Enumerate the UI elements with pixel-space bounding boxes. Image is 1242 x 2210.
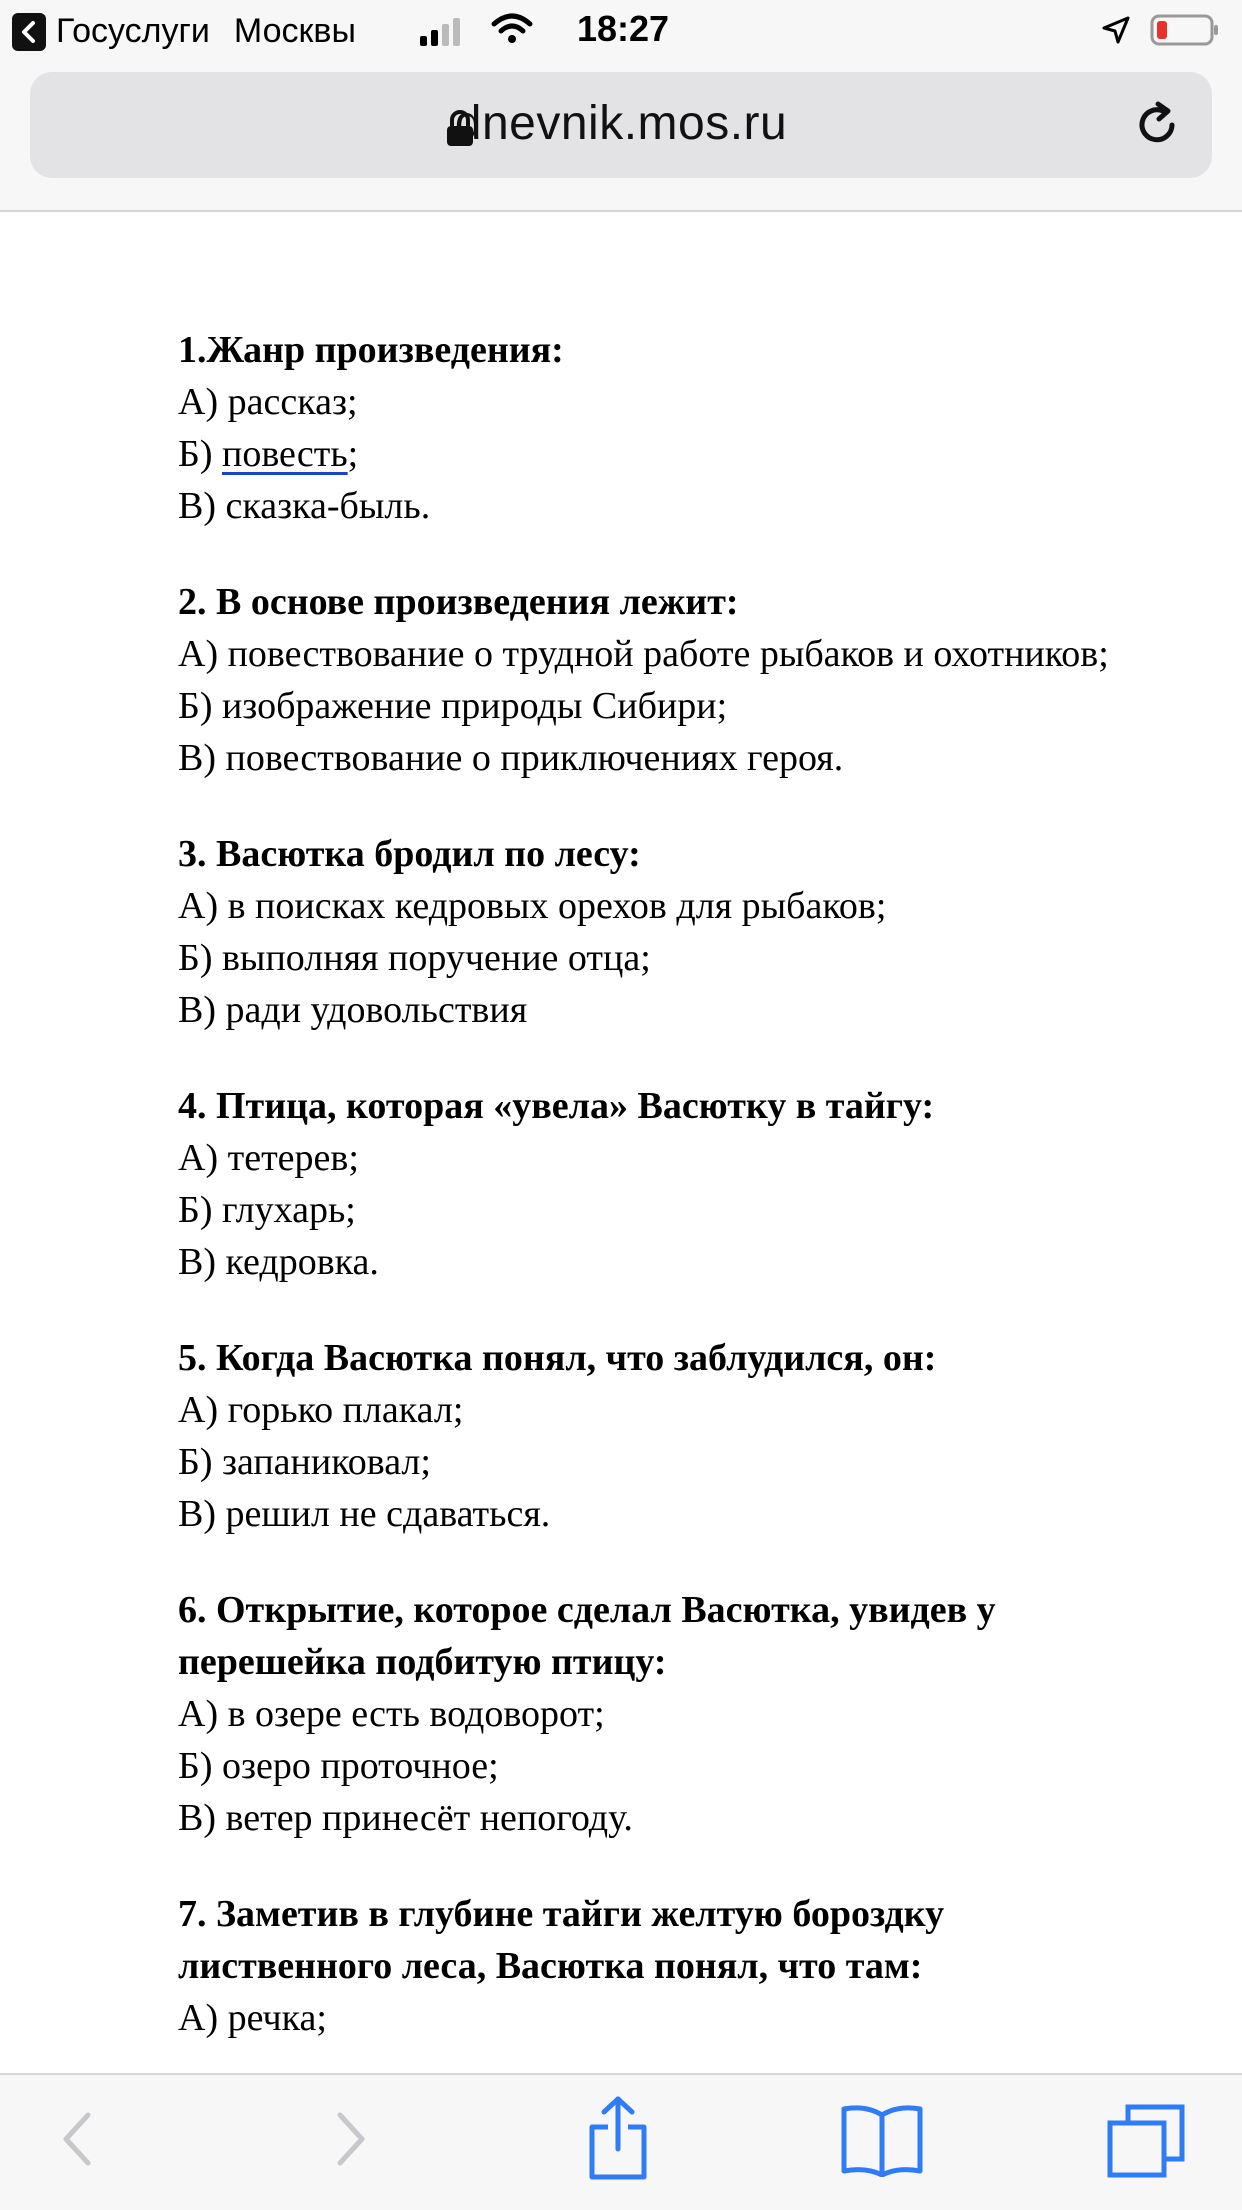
answer-option: Б) озеро проточное;: [178, 1745, 499, 1787]
answer-option: Б) повесть;: [178, 433, 359, 475]
answer-option: Б) глухарь;: [178, 1189, 356, 1231]
question-title: 6. Открытие, которое сделал Васютка, увидев у перешейка подбитую птицу:: [178, 1589, 996, 1683]
wifi-icon: [490, 12, 534, 55]
status-time: 18:27: [577, 8, 670, 49]
answer-option: В) решил не сдаваться.: [178, 1493, 551, 1535]
question-7: [178, 1888, 1138, 2044]
answer-option: А) горько плакал;: [178, 1389, 464, 1431]
url-text: dnevnik.mos.ru: [454, 97, 788, 150]
question-title: 7. Заметив в глубине тайги желтую бороздку лиственного леса, Васютка понял, что там:: [178, 1893, 945, 1987]
question-title: 2. В основе произведения лежит:: [178, 581, 739, 623]
answer-option: В) ветер принесёт непогоду.: [178, 1797, 633, 1839]
browser-toolbar: [0, 2073, 1242, 2210]
answer-option: Б) запаниковал;: [178, 1441, 431, 1483]
answer-option: Б) изображение природы Сибири;: [178, 685, 728, 727]
question-3: [178, 828, 1138, 1036]
answer-option: В) повествование о приключениях героя.: [178, 737, 844, 779]
answer-option: А) в озере есть водоворот;: [178, 1693, 605, 1735]
quiz-content: [178, 324, 1138, 2073]
answer-option: В) ради удовольствия: [178, 989, 528, 1031]
carrier-name: Москвы: [233, 12, 356, 50]
question-5: [178, 1332, 1138, 1540]
answer-option: А) повествование о трудной работе рыбаков и охотников;: [178, 633, 1109, 675]
location-arrow-icon: [1100, 14, 1132, 55]
reload-icon[interactable]: [1132, 100, 1182, 155]
back-app-label: Госуслуги: [56, 12, 210, 50]
answer-option: А) рассказ;: [178, 381, 358, 423]
address-bar[interactable]: [30, 72, 1212, 178]
status-bar: [0, 0, 1242, 62]
forward-arrow-icon[interactable]: [330, 2109, 370, 2174]
back-chevron-icon: [12, 13, 46, 51]
question-title: 1.Жанр произведения:: [178, 329, 564, 371]
detected-word-link[interactable]: повесть: [221, 433, 348, 475]
signal-strength-icon: [420, 18, 460, 46]
battery-icon: [1150, 14, 1220, 46]
question-title: 3. Васютка бродил по лесу:: [178, 833, 641, 875]
question-1: [178, 324, 1138, 532]
tabs-icon[interactable]: [1106, 2103, 1186, 2184]
question-title: 4. Птица, которая «увела» Васютку в тайгу:: [178, 1085, 935, 1127]
answer-option: В) сказка-быль.: [178, 485, 431, 527]
answer-option: А) речка;: [178, 1997, 327, 2039]
question-6: [178, 1584, 1138, 1844]
bookmarks-icon[interactable]: [840, 2101, 924, 2182]
answer-option: Б) выполняя поручение отца;: [178, 937, 651, 979]
browser-address-area: [0, 62, 1242, 212]
question-title: 5. Когда Васютка понял, что заблудился, он:: [178, 1337, 937, 1379]
answer-option: А) в поисках кедровых орехов для рыбаков;: [178, 885, 887, 927]
answer-option: А) тетерев;: [178, 1137, 359, 1179]
back-to-app-button[interactable]: [12, 12, 356, 51]
share-icon[interactable]: [586, 2095, 650, 2186]
back-arrow-icon[interactable]: [58, 2109, 98, 2174]
answer-option: В) кедровка.: [178, 1241, 379, 1283]
question-2: [178, 576, 1138, 784]
question-4: [178, 1080, 1138, 1288]
